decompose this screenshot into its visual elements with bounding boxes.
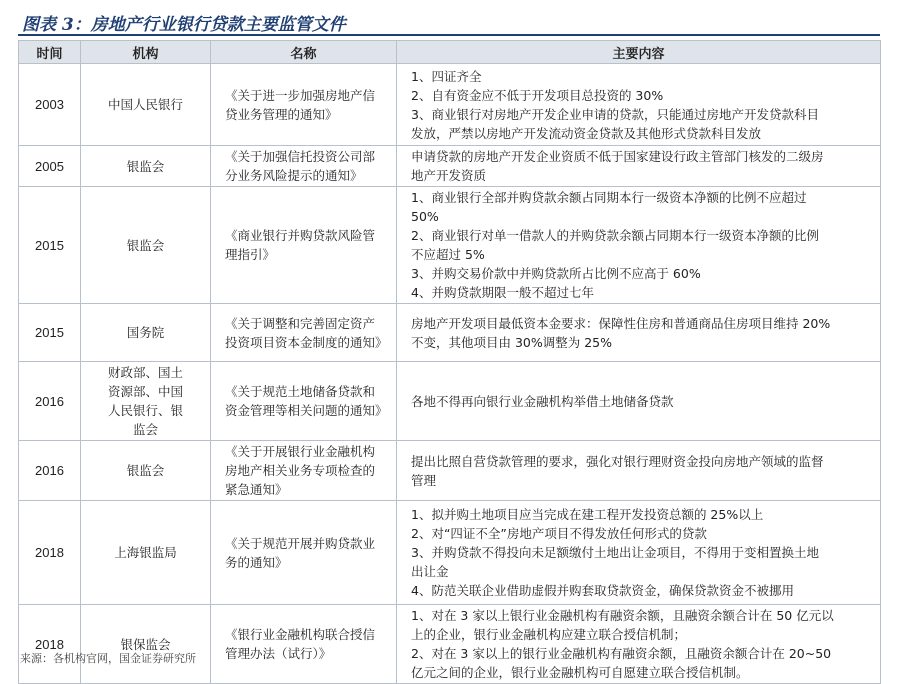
table-header-row — [19, 41, 881, 64]
content-cell-line: 2、自有资金应不低于开发项目总投资的 30% — [411, 87, 664, 103]
year-cell: 2015 — [19, 187, 81, 304]
org-cell — [81, 441, 211, 501]
content-cell-line: 不变，其他项目由 30%调整为 25% — [411, 334, 613, 350]
content-cell-line: 各地不得再向银行业金融机构举借土地储备贷款 — [411, 393, 674, 409]
content-cell-line: 4、防范关联企业借助虚假并购套取贷款资金，确保贷款资金不被挪用 — [411, 583, 794, 598]
content-cell — [397, 501, 881, 605]
doc-cell-line: 《关于规范土地储备贷款和 — [225, 384, 376, 399]
content-cell-line: 3、并购贷款不得投向未足额缴付土地出让金项目，不得用于变相置换土地 — [411, 545, 819, 560]
table-row — [19, 64, 881, 146]
doc-cell-line: 《关于进一步加强房地产信 — [225, 87, 376, 103]
year-cell: 2015 — [19, 304, 81, 362]
content-cell-line: 1、商业银行全部并购贷款余额占同期本行一级资本净额的比例不应超过 — [411, 190, 807, 205]
table-row — [19, 441, 881, 501]
doc-cell-line: 《商业银行并购贷款风险管 — [225, 228, 376, 243]
org-cell-line: 中国人民银行 — [107, 97, 183, 112]
doc-cell-line: 《关于开展银行业金融机构 — [225, 444, 376, 459]
org-cell-line: 资源部、中国 — [107, 384, 183, 399]
doc-cell-line: 贷业务管理的通知》 — [225, 106, 338, 122]
content-cell-line: 1、对在 3 家以上银行业金融机构有融资余额，且融资余额合计在 50 亿元以 — [411, 608, 834, 623]
doc-cell — [211, 64, 397, 146]
doc-cell — [211, 187, 397, 304]
org-cell-line: 上海银监局 — [114, 545, 177, 560]
doc-cell-line: 《关于规范开展并购贷款业 — [225, 535, 376, 551]
content-cell-line: 房地产开发项目最低资本金要求：保障性住房和普通商品住房项目维持 20% — [411, 315, 831, 331]
content-cell-line: 2、对在 3 家以上的银行业金融机构有融资余额，且融资余额合计在 20~50 — [411, 646, 832, 661]
header-org: 机构 — [81, 41, 211, 64]
doc-cell — [211, 146, 397, 187]
content-cell-line: 50% — [411, 209, 439, 224]
doc-cell-line: 资金管理等相关问题的通知》 — [225, 403, 388, 418]
org-cell-line: 银监会 — [126, 237, 165, 253]
doc-cell — [211, 501, 397, 605]
org-cell — [81, 304, 211, 362]
year-cell: 2018 — [19, 501, 81, 605]
regulation-table — [18, 40, 881, 684]
content-cell-line: 提出比照自营贷款管理的要求，强化对银行理财资金投向房地产领域的监督 — [411, 453, 824, 469]
org-cell — [81, 64, 211, 146]
title-bar — [18, 8, 880, 36]
org-cell — [81, 146, 211, 187]
year-cell: 2018 — [19, 605, 81, 684]
org-cell-line: 财政部、国土 — [107, 365, 183, 380]
header-doc: 名称 — [211, 41, 397, 64]
org-cell-line: 银监会 — [126, 463, 165, 478]
doc-cell-line: 务的通知》 — [225, 554, 288, 570]
doc-cell-line: 《关于调整和完善固定资产 — [225, 315, 376, 331]
figure-title: 图表 3：房地产行业银行贷款主要监管文件 — [22, 15, 346, 35]
table-row — [19, 304, 881, 362]
content-cell — [397, 64, 881, 146]
content-cell — [397, 146, 881, 187]
content-cell-line: 申请贷款的房地产开发企业资质不低于国家建设行政主管部门核发的二级房 — [411, 149, 824, 164]
content-cell-line: 管理 — [411, 472, 437, 488]
table-row — [19, 146, 881, 187]
content-cell-line: 发放，严禁以房地产开发流动资金贷款及其他形式贷款科目发放 — [411, 125, 762, 141]
content-cell-line: 地产开发资质 — [411, 168, 487, 183]
content-cell-line: 3、并购交易价款中并购贷款所占比例不应高于 60% — [411, 266, 701, 281]
table-row — [19, 187, 881, 304]
content-cell-line: 4、并购贷款期限一般不超过七年 — [411, 285, 594, 300]
org-cell-line: 监会 — [132, 422, 158, 437]
org-cell-line: 银监会 — [126, 158, 165, 174]
content-cell-line: 3、商业银行对房地产开发企业申请的贷款，只能通过房地产开发贷款科目 — [411, 106, 819, 122]
org-cell — [81, 501, 211, 605]
header-content: 主要内容 — [397, 41, 881, 64]
doc-cell-line: 《银行业金融机构联合授信 — [225, 627, 376, 642]
doc-cell — [211, 362, 397, 441]
year-cell: 2016 — [19, 441, 81, 501]
org-cell-line: 银保监会 — [120, 636, 171, 652]
org-cell — [81, 187, 211, 304]
year-cell: 2016 — [19, 362, 81, 441]
table-row — [19, 362, 881, 441]
doc-cell — [211, 304, 397, 362]
doc-cell-line: 投资项目资本金制度的通知》 — [225, 334, 388, 350]
doc-cell-line: 紧急通知》 — [225, 482, 288, 497]
content-cell-line: 不应超过 5% — [411, 247, 485, 262]
content-cell-line: 亿元之间的企业，银行业金融机构可自愿建立联合授信机制。 — [411, 665, 749, 680]
doc-cell-line: 房地产相关业务专项检查的 — [225, 463, 376, 478]
doc-cell-line: 《关于加强信托投资公司部 — [225, 149, 376, 164]
org-cell — [81, 362, 211, 441]
table-row — [19, 501, 881, 605]
content-cell-line: 1、拟并购土地项目应当完成在建工程开发投资总额的 25%以上 — [411, 507, 764, 522]
content-cell — [397, 187, 881, 304]
content-cell — [397, 441, 881, 501]
content-cell-line: 出让金 — [411, 564, 449, 579]
year-cell: 2005 — [19, 146, 81, 187]
content-cell-line: 2、商业银行对单一借款人的并购贷款余额占同期本行一级资本净额的比例 — [411, 228, 819, 243]
doc-cell-line: 理指引》 — [225, 247, 276, 262]
content-cell — [397, 362, 881, 441]
content-cell-line: 1、四证齐全 — [411, 68, 482, 84]
content-cell — [397, 304, 881, 362]
content-cell-line: 2、对“四证不全”房地产项目不得发放任何形式的贷款 — [411, 526, 707, 541]
year-cell: 2003 — [19, 64, 81, 146]
doc-cell-line: 管理办法（试行）》 — [225, 646, 332, 661]
org-cell-line: 国务院 — [126, 325, 165, 340]
org-cell-line: 人民银行、银 — [107, 403, 183, 418]
header-year: 时间 — [19, 41, 81, 64]
doc-cell — [211, 441, 397, 501]
content-cell-line: 上的企业，银行业金融机构应建立联合授信机制； — [411, 627, 687, 642]
source-note: 来源：各机构官网，国金证券研究所 — [20, 652, 196, 665]
doc-cell-line: 分业务风险提示的通知》 — [225, 168, 363, 183]
